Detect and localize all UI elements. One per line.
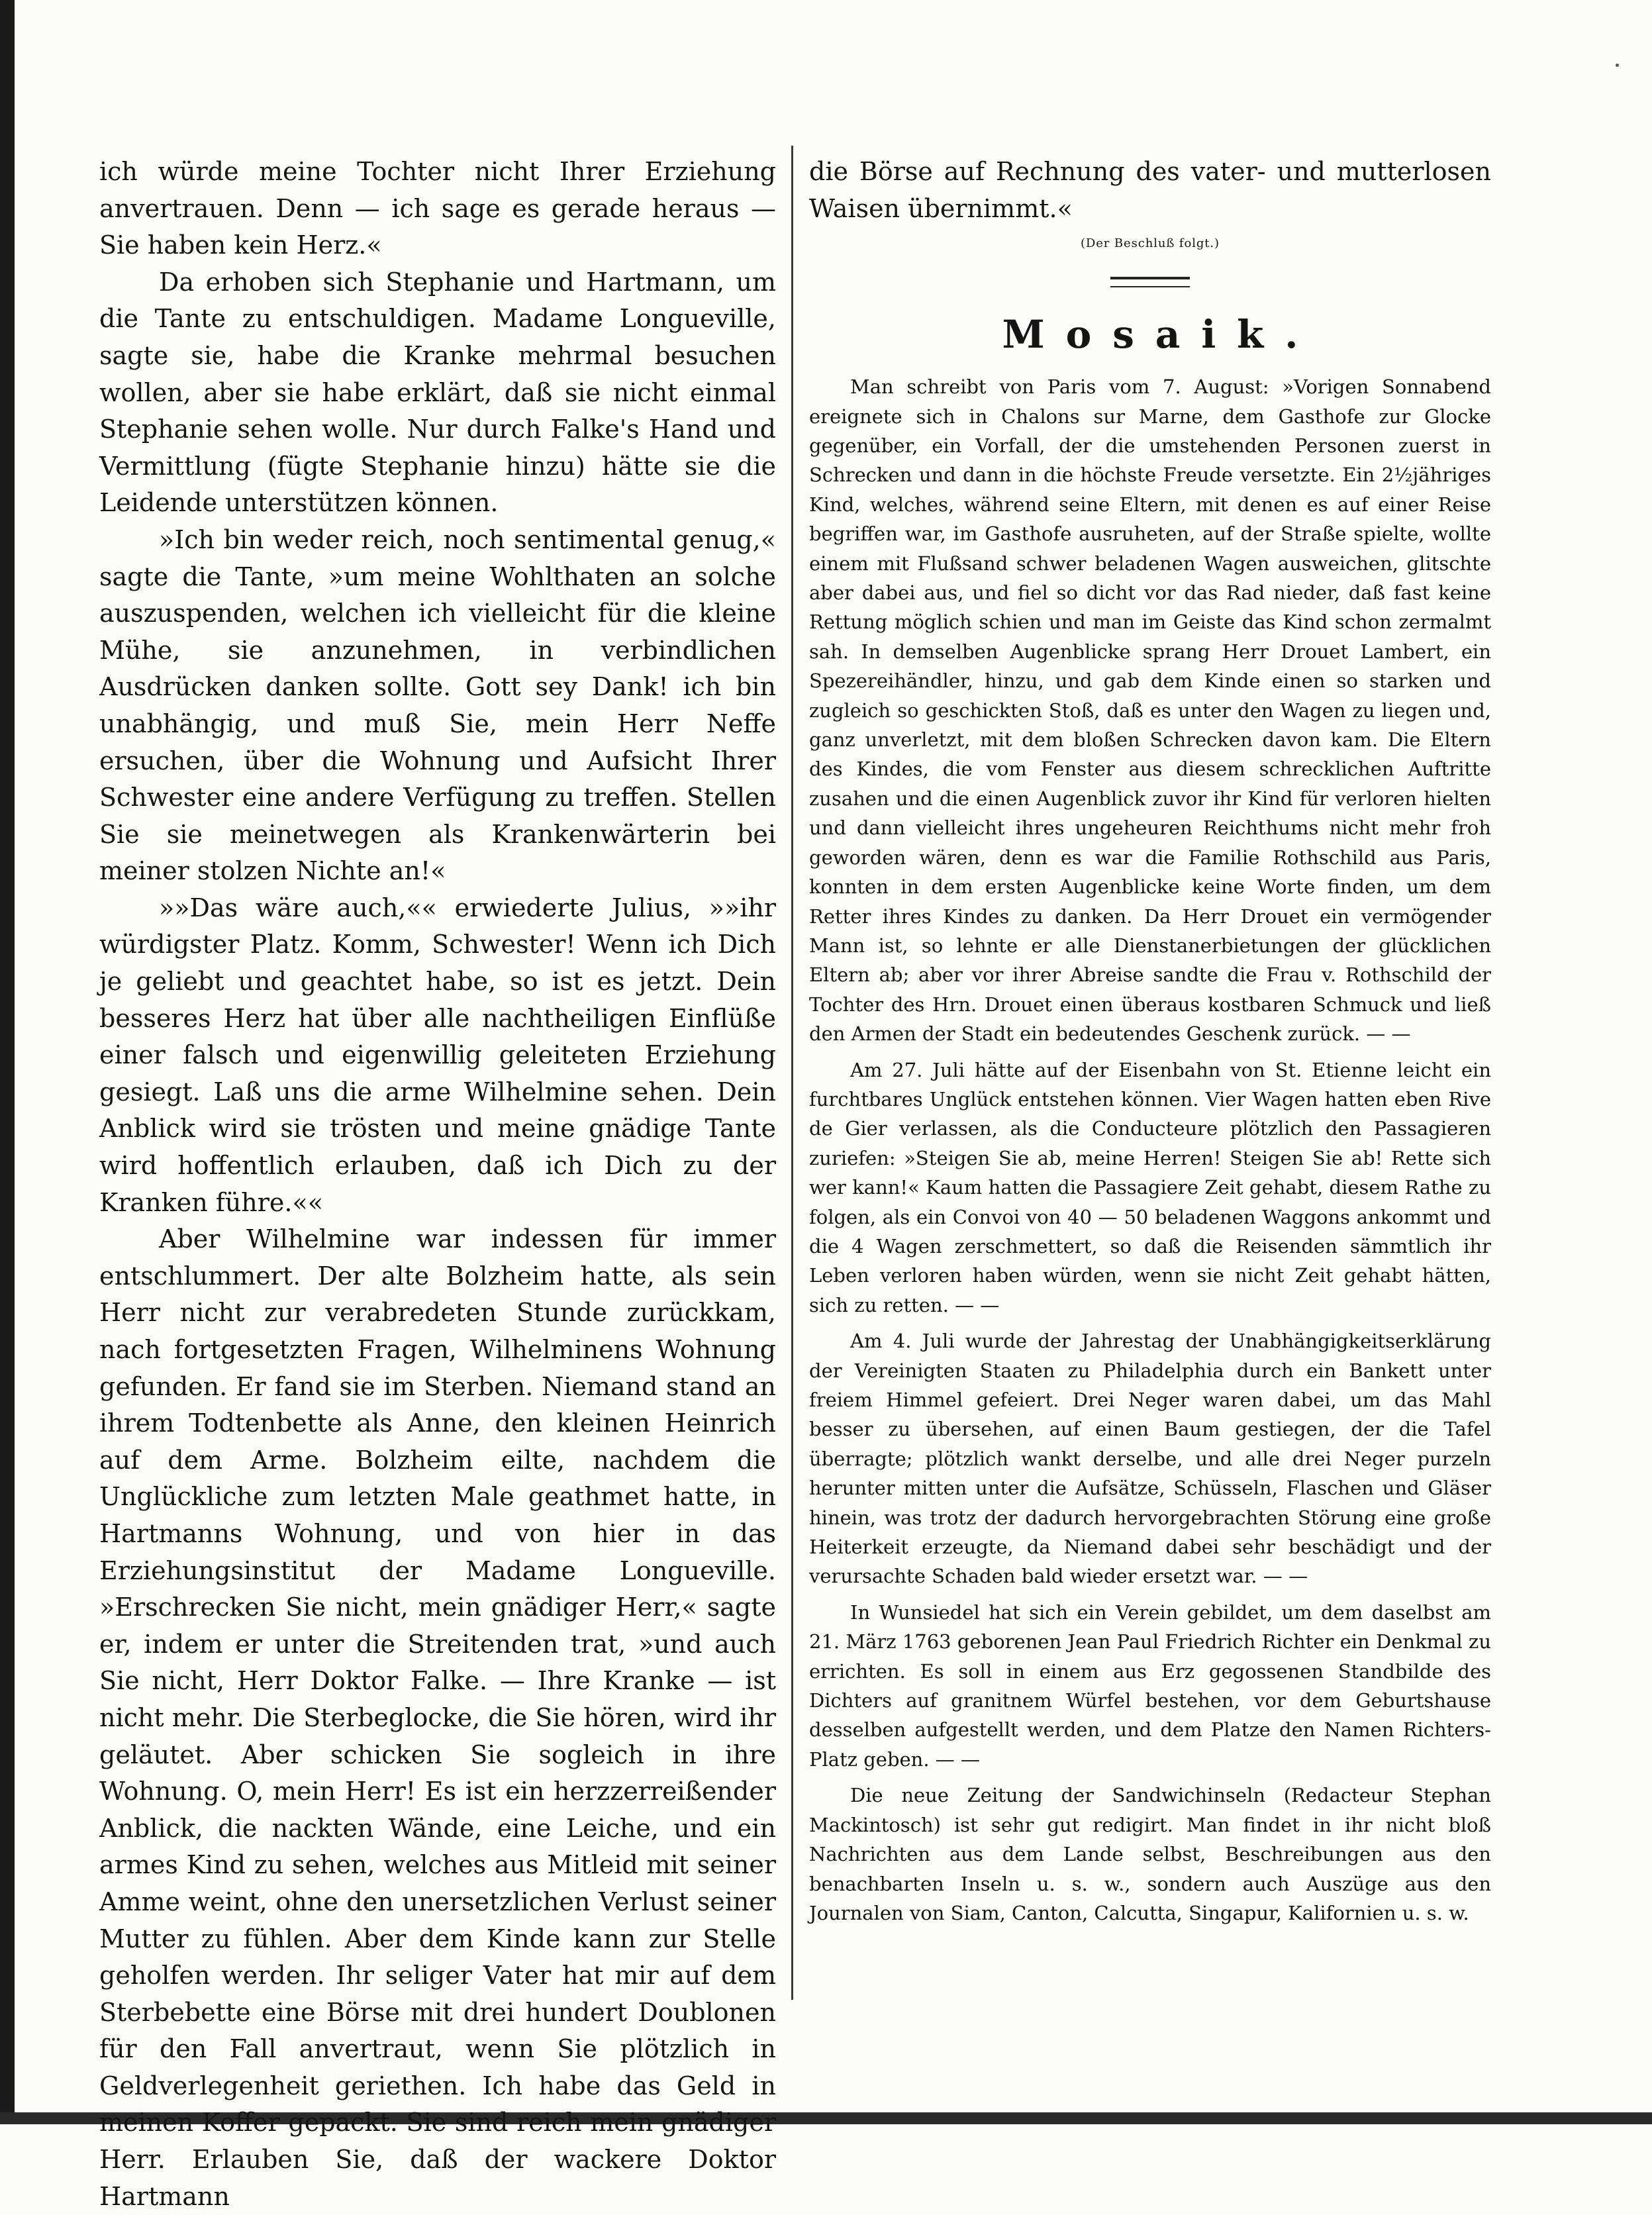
mosaic-paragraph-philadelphia: Am 4. Juli wurde der Jahrestag der Unabhängigkeitserklärung der Vereinigten Staaten zu Philadelphia durch ein Bankett unter freiem Himmel gefeiert. Drei Neger waren dabei, um das Mahl besser zu übersehen, auf einen Baum gestiegen, der die Tafel überragte; plötzlich wankt derselbe, und alle drei Neger purzeln herunter mitten unter die Aufsätze, Schüsseln, Flaschen und Gläser hinein, was trotz der dadurch hervorgebrachten Störung eine große Heiterkeit erzeugte, da Niemand dabei sehr beschädigt und der verursachte Schaden bald wieder ersetzt war. — —	[809, 1330, 1491, 1588]
left-paragraph-3: »Ich bin weder reich, noch sentimental genug,« sagte die Tante, »um meine Wohlthaten an solche auszuspenden, welchen ich vielleicht für die kleine Mühe, sie anzunehmen, in verbindlichen Ausdrücken danken sollte. Gott sey Dank! ich bin unabhängig, und muß Sie, mein Herr Neffe ersuchen, über die Wohnung und Aufsicht Ihrer Schwester eine andere Verfügung zu treffen. Stellen Sie sie meinetwegen als Krankenwärterin bei meiner stolzen Nichte an!«	[99, 524, 776, 886]
mosaic-paragraph-sandwich: Die neue Zeitung der Sandwichinseln (Redacteur Stephan Mackintosch) ist sehr gut redigirt. Man findet in ihr nicht bloß Nachrichten aus dem Lande selbst, Beschreibungen aus den benachbarten Inseln u. s. w., sondern auch Auszüge aus den Journalen von Siam, Canton, Calcutta, Singapur, Kalifornien u. s. w.	[809, 1784, 1491, 1924]
to-be-continued-note: (Der Beschluß folgt.)	[1081, 236, 1220, 251]
section-heading: Mosaik.	[1002, 312, 1320, 358]
story-continuation: die Börse auf Rechnung des vater- und mutterlosen Waisen übernimmt.«	[809, 157, 1491, 223]
mosaic-paragraph-railway: Am 27. Juli hätte auf der Eisenbahn von St. Etienne leicht ein furchtbares Unglück entstehen können. Vier Wagen hatten eben Rive de Gier verlassen, als die Conducteure plötzlich den Passagieren zuriefen: »Steigen Sie ab, meine Herren! Steigen Sie ab! Rette sich wer kann!« Kaum hatten die Passagiere Zeit gehabt, diesem Rathe zu folgen, als ein Convoi von 40 — 50 beladenen Waggons ankommt und die 4 Wagen zerschmettert, so daß die Reisenden sämmtlich ihr Leben verloren haben würden, wenn sie nicht Zeit gehabt hätten, sich zu retten. — —	[809, 1058, 1491, 1316]
left-paragraph-2: Da erhoben sich Stephanie und Hartmann, um die Tante zu entschuldigen. Madame Longueville, sagte sie, habe die Kranke mehrmal besuchen wollen, aber sie habe erklärt, daß sie nicht einmal Stephanie sehen wolle. Nur durch Falke's Hand und Vermittlung (fügte Stephanie hinzu) hätte sie die Leidende unterstützen können.	[99, 267, 776, 518]
left-column	[99, 154, 776, 2215]
mosaic-paragraph-paris: Man schreibt von Paris vom 7. August: »Vorigen Sonnabend ereignete sich in Chalons sur Marne, dem Gasthofe zur Glocke gegenüber, ein Vorfall, der die umstehenden Personen zuerst in Schrecken und dann in die höchste Freude versetzte. Ein 2½jähriges Kind, welches, während seine Eltern, mit denen es auf einer Reise begriffen war, im Gasthofe ausruheten, auf der Straße spielte, wollte einem mit Flußsand schwer beladenen Wagen ausweichen, glitschte aber dabei aus, und fiel so dicht vor das Rad nieder, daß fast keine Rettung möglich schien und man im Geiste das Kind schon zermalmt sah. In demselben Augenblicke sprang Herr Drouet Lambert, ein Spezereihändler, hinzu, und gab dem Kinde einen so starken und zugleich so geschickten Stoß, daß es unter den Wagen zu liegen und, ganz unverletzt, mit dem bloßen Schrecken davon kam. Die Eltern des Kindes, die vom Fenster aus diesem schrecklichen Auftritte zusahen und die einen Augenblick zuvor ihr Kind für verloren hielten und dann vielleicht ihres ungeheuren Reichthums nicht mehr froh geworden wären, denn es war die Familie Rothschild aus Paris, konnten in dem ersten Augenblicke keine Worte finden, um dem Retter ihres Kindes zu danken. Da Herr Drouet ein vermögender Mann ist, so lehnte er alle Dienstanerbietungen der glücklichen Eltern ab; aber vor ihrer Abreise sandte die Frau v. Rothschild der Tochter des Hrn. Drouet einen überaus kostbaren Schmuck und ließ den Armen der Stadt ein bedeutendes Geschenk zurück. — —	[809, 375, 1491, 1046]
section-separator	[1110, 277, 1190, 287]
column-divider	[791, 146, 793, 2000]
scan-speck	[1616, 64, 1619, 67]
left-paragraph-1: ich würde meine Tochter nicht Ihrer Erziehung anvertrauen. Denn — ich sage es gerade heraus — Sie haben kein Herz.«	[99, 157, 776, 260]
scan-left-edge	[0, 0, 15, 2124]
right-column	[809, 154, 1491, 1934]
left-paragraph-4: »»Das wäre auch,«« erwiederte Julius, »»ihr würdigster Platz. Komm, Schwester! Wenn ich Dich je geliebt und geachtet habe, so ist es jetzt. Dein besseres Herz hat über alle nachtheiligen Einflüße einer falsch und eigenwillig geleiteten Erziehung gesiegt. Laß uns die arme Wilhelmine sehen. Dein Anblick wird sie trösten und meine gnädige Tante wird hoffentlich erlauben, daß ich Dich zu der Kranken führe.««	[99, 893, 776, 1217]
left-paragraph-5: Aber Wilhelmine war indessen für immer entschlummert. Der alte Bolzheim hatte, als sein Herr nicht zur verabredeten Stunde zurückkam, nach fortgesetzten Fragen, Wilhelminens Wohnung gefunden. Er fand sie im Sterben. Niemand stand an ihrem Todtenbette als Anne, den kleinen Heinrich auf dem Arme. Bolzheim eilte, nachdem die Unglückliche zum letzten Male geathmet hatte, in Hartmanns Wohnung, und von hier in das Erziehungsinstitut der Madame Longueville. »Erschrecken Sie nicht, mein gnädiger Herr,« sagte er, indem er unter die Streitenden trat, »und auch Sie nicht, Herr Doktor Falke. — Ihre Kranke — ist nicht mehr. Die Sterbeglocke, die Sie hören, wird ihr geläutet. Aber schicken Sie sogleich in ihre Wohnung. O, mein Herr! Es ist ein herzzerreißender Anblick, die nackten Wände, eine Leiche, und ein armes Kind zu sehen, welches aus Mitleid mit seiner Amme weint, ohne den unersetzlichen Verlust seiner Mutter zu fühlen. Aber dem Kinde kann zur Stelle geholfen werden. Ihr seliger Vater hat mir auf dem Sterbebette eine Börse mit drei hundert Doublonen für den Fall anvertraut, wenn Sie plötzlich in Geldverlegenheit geriethen. Ich habe das Geld in meinen Koffer gepackt. Sie sind reich mein gnädiger Herr. Erlauben Sie, daß der wackere Doktor Hartmann	[99, 1224, 776, 2211]
mosaic-paragraph-wunsiedel: In Wunsiedel hat sich ein Verein gebildet, um dem daselbst am 21. März 1763 geborenen Jean Paul Friedrich Richter ein Denkmal zu errichten. Es soll in einem aus Erz gegossenen Standbilde des Dichters auf granitnem Würfel bestehen, vor dem Geburtshause desselben aufgestellt werden, und dem Platze den Namen Richters-Platz geben. — —	[809, 1600, 1491, 1771]
